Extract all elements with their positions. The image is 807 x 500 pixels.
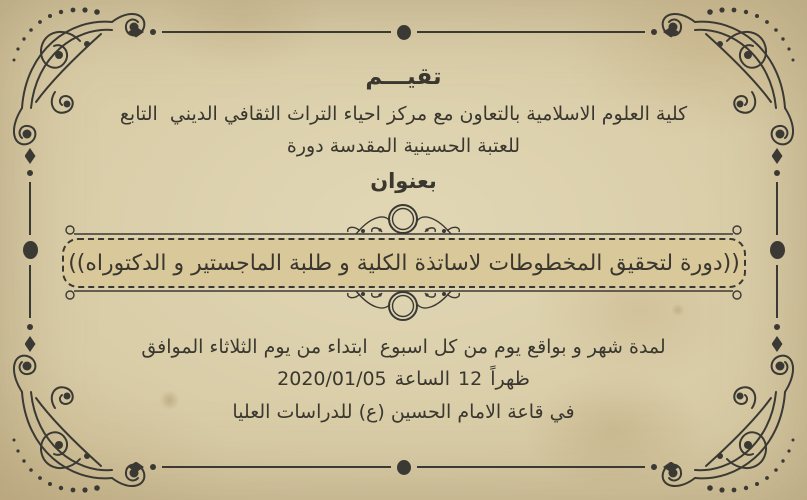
border-line [29, 265, 31, 318]
border-line [162, 31, 391, 33]
presents-heading: تقيـــم [365, 64, 442, 90]
border-line [417, 466, 646, 468]
diamond-ornament [663, 27, 679, 38]
organizer-line-2: للعتبة الحسينية المقدسة دورة [286, 135, 521, 157]
diamond-ornament [772, 336, 783, 352]
border-edge-right [769, 148, 785, 352]
circle-scroll-ornament-bottom [60, 284, 747, 322]
diamond-ornament [128, 27, 144, 38]
hour-value: 12 [458, 368, 483, 390]
diamond-ornament [25, 148, 36, 164]
course-title-text: ((دورة لتحقيق المخطوطات لاساتذة الكلية و طلبة الماجستير و الدكتوراه)) [68, 250, 740, 276]
duration-line: لمدة شهر و بواقع يوم من كل اسبوع ابتداء من يوم الثلاثاء الموافق [141, 336, 666, 358]
center-dot-ornament [397, 25, 411, 40]
border-line [776, 182, 778, 235]
diamond-ornament [25, 336, 36, 352]
border-line [776, 265, 778, 318]
dot-ornament [27, 170, 33, 176]
date-time-line [70, 368, 737, 390]
diamond-ornament [128, 462, 144, 473]
hour-label: الساعة [394, 368, 450, 390]
border-line [29, 182, 31, 235]
meridiem-label: ظهراً [490, 368, 530, 390]
dot-ornament [150, 464, 156, 470]
center-dot-ornament [770, 241, 785, 259]
date-value: 2020/01/05 [277, 368, 387, 390]
dot-ornament [774, 170, 780, 176]
border-edge-top [128, 24, 679, 40]
course-title-box [62, 238, 746, 288]
venue-line: في قاعة الامام الحسين (ع) للدراسات العليا [232, 401, 575, 423]
titled-label: بعنوان [370, 169, 437, 193]
dot-ornament [774, 324, 780, 330]
center-dot-ornament [23, 241, 38, 259]
dot-ornament [27, 324, 33, 330]
center-dot-ornament [397, 460, 411, 475]
border-line [162, 466, 391, 468]
circle-scroll-ornament-top [60, 203, 747, 241]
dot-ornament [651, 29, 657, 35]
diamond-ornament [772, 148, 783, 164]
border-edge-bottom [128, 459, 679, 475]
organizer-line: كلية العلوم الاسلامية بالتعاون مع مركز احياء التراث الثقافي الديني التابع [119, 103, 688, 125]
dot-ornament [651, 464, 657, 470]
diamond-ornament [663, 462, 679, 473]
border-edge-left [22, 148, 38, 352]
border-line [417, 31, 646, 33]
dot-ornament [150, 29, 156, 35]
